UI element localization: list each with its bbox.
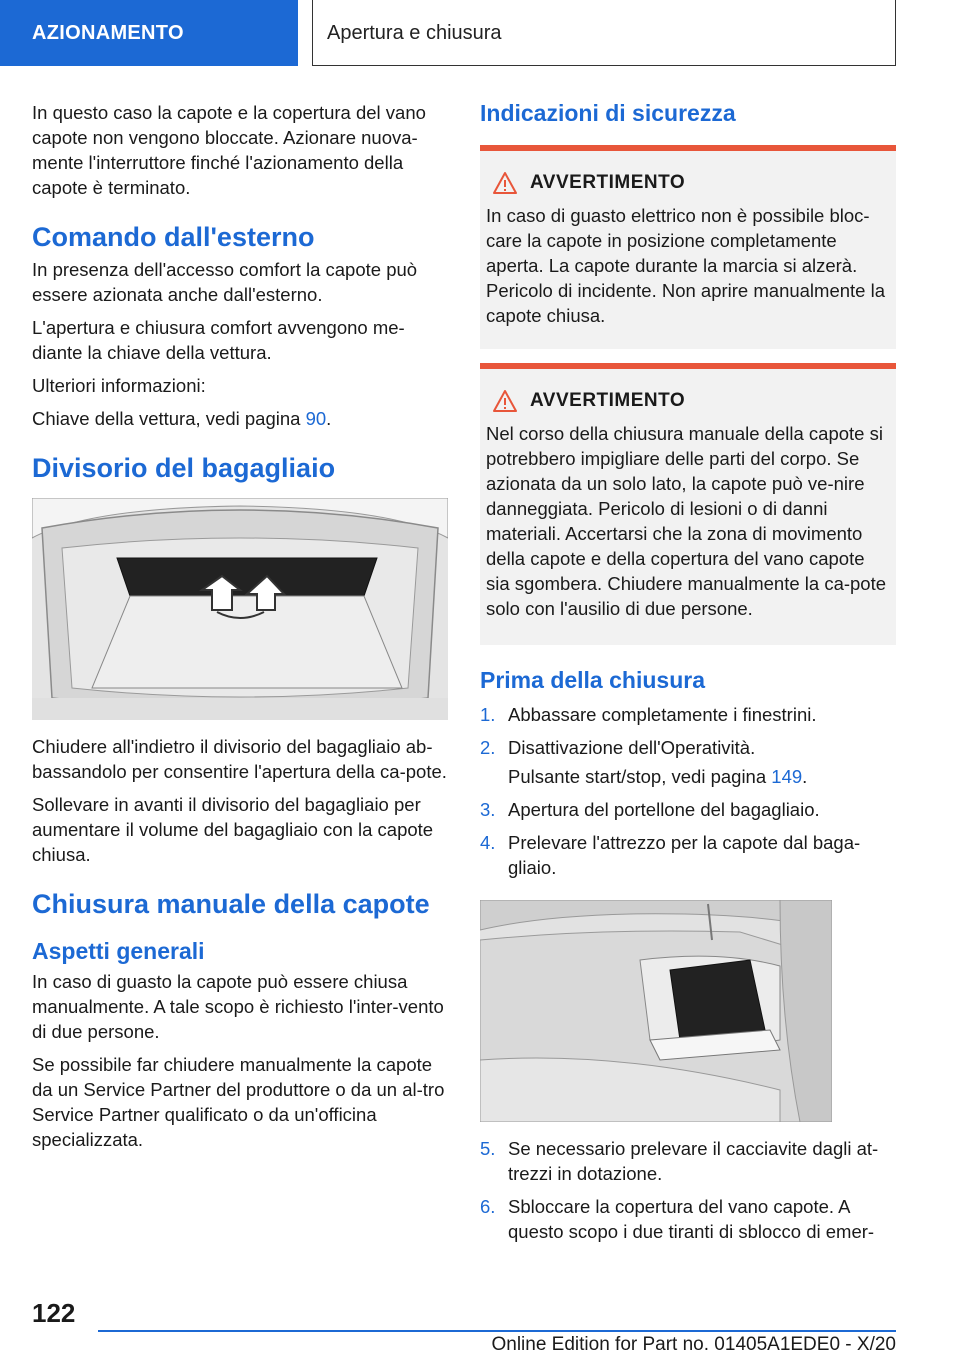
reference-text: Pulsante start/stop, vedi pagina xyxy=(508,766,772,787)
capote-tool-illustration xyxy=(480,900,832,1122)
trunk-divider-illustration xyxy=(32,498,448,720)
step-2-reference xyxy=(480,764,896,789)
left-column xyxy=(32,100,448,1160)
warning-text-1: In caso di guasto elettrico non è possibile bloc-care la capote in posizione completamente aperta. La capote durante la marcia si alzerà. Pericolo di incidente. Non aprire manualmente la capote chiusa. xyxy=(486,205,885,326)
intro-paragraph: In questo caso la capote e la copertura del vano capote non vengono bloccate. Azionare nuova-mente l'interruttore finché l'azionamento della capote è terminato. xyxy=(32,102,426,198)
step-text: Prelevare l'attrezzo per la capote dal baga-gliaio. xyxy=(508,832,861,878)
heading-manual-closing: Chiusura manuale della capote xyxy=(32,889,430,919)
divider-paragraph-2: Sollevare in avanti il divisorio del bagagliaio per aumentare il volume del bagagliaio con la capote chiusa. xyxy=(32,794,434,865)
exterior-paragraph-1: In presenza dell'accesso comfort la capote può essere azionata anche dall'esterno. xyxy=(32,259,418,305)
reference-text: Chiave della vettura, vedi pagina xyxy=(32,408,306,429)
heading-safety-notes: Indicazioni di sicurezza xyxy=(480,100,736,126)
warning-text-2: Nel corso della chiusura manuale della capote si potrebbero impigliare delle parti del corpo. Se azionata da un solo lato, la capote può ve-nire danneggiata. Pericolo di lesioni o di danni materiali. Accertarsi che la zona di movimento della capote e della copertura del vano capote sia sgombera. Chiudere manualmente la ca-pote solo con l'ausilio di due persone. xyxy=(486,423,887,619)
divider-paragraph-1: Chiudere all'indietro il divisorio del bagagliaio ab-bassandolo per consentire l'apertura della ca-pote. xyxy=(32,736,447,782)
step-number: 2. xyxy=(480,737,496,758)
warning-triangle-icon xyxy=(492,389,518,413)
warning-box-2 xyxy=(480,363,896,645)
footer-divider xyxy=(98,1330,896,1332)
heading-exterior-control: Comando dall'esterno xyxy=(32,222,315,252)
heading-trunk-divider: Divisorio del bagagliaio xyxy=(32,453,336,483)
page-number: 122 xyxy=(32,1298,76,1328)
chapter-tab[interactable]: Apertura e chiusura xyxy=(312,0,896,66)
page-link-149[interactable]: 149 xyxy=(771,766,803,787)
general-paragraph-2: Se possibile far chiudere manualmente la capote da un Service Partner del produttore o da un al-tro Service Partner qualificato o da un'officina specializzata. xyxy=(32,1054,445,1150)
step-text: Sbloccare la copertura del vano capote. A questo scopo i due tiranti di sblocco di emer- xyxy=(508,1196,875,1242)
page-header xyxy=(0,0,960,66)
step-item-2 xyxy=(480,735,896,760)
warning-header-1 xyxy=(486,171,890,195)
step-number: 3. xyxy=(480,799,496,820)
step-text: Abbassare completamente i finestrini. xyxy=(508,704,817,725)
step-number: 5. xyxy=(480,1138,496,1159)
section-tab[interactable]: AZIONAMENTO xyxy=(0,0,298,66)
heading-before-closing: Prima della chiusura xyxy=(480,667,705,693)
step-text: Se necessario prelevare il cacciavite dagli at-trezzi in dotazione. xyxy=(508,1138,879,1184)
step-text: Apertura del portellone del bagagliaio. xyxy=(508,799,820,820)
heading-general-aspects: Aspetti generali xyxy=(32,938,205,964)
warning-triangle-icon xyxy=(492,171,518,195)
trunk-divider-figure xyxy=(32,498,448,720)
warning-header-2 xyxy=(486,389,890,413)
general-paragraph-1: In caso di guasto la capote può essere chiusa manualmente. A tale scopo è richiesto l'inter-vento di due persone. xyxy=(32,971,444,1042)
step-number: 1. xyxy=(480,704,496,725)
step-item-6 xyxy=(480,1194,896,1244)
step-text: Disattivazione dell'Operatività. xyxy=(508,737,756,758)
exterior-paragraph-3: Ulteriori informazioni: xyxy=(32,375,206,396)
page-link-90[interactable]: 90 xyxy=(305,408,327,429)
step-item-4 xyxy=(480,830,896,880)
warning-title-1: AVVERTIMENTO xyxy=(530,172,686,193)
right-column xyxy=(480,100,896,1252)
step-item-5 xyxy=(480,1136,896,1186)
step-item-1 xyxy=(480,702,896,727)
reference-period: . xyxy=(326,408,332,429)
capote-tool-figure xyxy=(480,900,832,1122)
reference-period: . xyxy=(802,766,808,787)
warning-title-2: AVVERTIMENTO xyxy=(530,390,686,411)
step-number: 6. xyxy=(480,1196,496,1217)
exterior-paragraph-2: L'apertura e chiusura comfort avvengono me-diante la chiave della vettura. xyxy=(32,317,405,363)
warning-box-1 xyxy=(480,145,896,349)
exterior-paragraph-4 xyxy=(32,406,448,431)
step-item-3 xyxy=(480,797,896,822)
step-number: 4. xyxy=(480,832,496,853)
footer-edition-text: Online Edition for Part no. 01405A1EDE0 - X/20 xyxy=(491,1334,896,1355)
